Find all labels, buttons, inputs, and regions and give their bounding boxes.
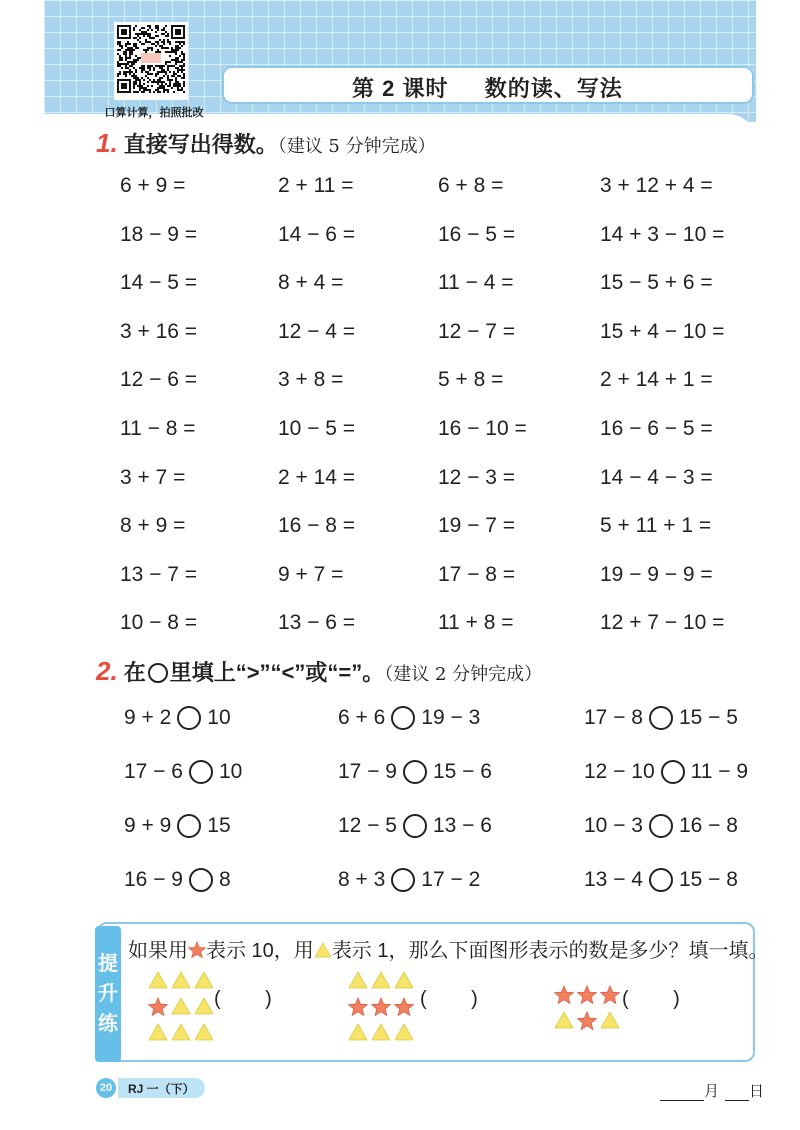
answer-blank[interactable]: ( ) <box>622 988 680 1010</box>
star-icon <box>554 985 574 1005</box>
triangle-icon <box>148 971 168 991</box>
comparison-right: 10 <box>207 706 231 729</box>
equation-item: 14 − 4 − 3 = <box>600 465 713 489</box>
equation-item: 10 − 8 = <box>120 611 198 635</box>
page-number: 20 <box>96 1078 116 1098</box>
equation-item: 5 + 8 = <box>438 368 504 392</box>
comparison-left: 17 − 8 <box>584 706 643 729</box>
comparison-left: 6 + 6 <box>338 706 386 729</box>
answer-circle[interactable] <box>403 760 427 784</box>
section1-note: （建议 5 分钟完成） <box>277 136 436 157</box>
comparison-item <box>124 706 231 730</box>
answer-circle[interactable] <box>649 706 673 730</box>
qr-caption: 口算计算，拍照批改 <box>104 107 204 119</box>
month-label: 月 <box>704 1083 720 1100</box>
comparison-right: 16 − 8 <box>678 814 738 837</box>
equation-item: 11 − 4 = <box>438 271 514 295</box>
triangle-icon <box>371 1023 391 1043</box>
answer-circle[interactable] <box>177 706 201 730</box>
triangle-icon <box>171 1023 191 1043</box>
equation-item: 15 + 4 − 10 = <box>600 319 725 343</box>
comparison-right: 15 − 6 <box>432 760 492 783</box>
triangle-icon <box>194 997 214 1017</box>
extra-practice-label <box>95 926 121 1062</box>
triangle-icon <box>314 942 332 958</box>
section2-number: 2. <box>96 656 118 686</box>
equation-item: 6 + 8 = <box>438 174 504 197</box>
shape-group <box>148 968 217 1046</box>
star-icon <box>371 997 391 1017</box>
answer-circle[interactable] <box>189 868 213 892</box>
equation-item: 12 − 3 = <box>438 465 516 489</box>
comparison-item <box>584 868 738 892</box>
star-icon <box>188 941 206 959</box>
answer-blank[interactable]: ( ) <box>214 988 272 1010</box>
extra-label-char: 练 <box>98 1013 118 1035</box>
equation-item: 3 + 12 + 4 = <box>600 174 713 197</box>
equation-item: 16 − 6 − 5 = <box>600 417 713 440</box>
star-icon <box>577 1011 597 1031</box>
comparison-item <box>584 760 748 784</box>
triangle-icon <box>348 971 368 991</box>
comparison-item <box>338 760 492 784</box>
extra-question <box>128 934 769 963</box>
comparison-left: 12 − 5 <box>338 814 397 837</box>
circle-icon <box>148 663 168 683</box>
lesson-number: 第 2 课时 <box>352 76 449 101</box>
comparison-item <box>338 868 480 892</box>
equation-item: 8 + 9 = <box>120 514 186 538</box>
triangle-icon <box>348 1023 368 1043</box>
section1-instruction: 直接写出得数。 <box>123 132 278 157</box>
date-month <box>660 1080 719 1101</box>
comparison-right: 17 − 2 <box>421 868 481 891</box>
section1-heading <box>96 128 436 159</box>
comparison-left: 9 + 9 <box>124 814 172 837</box>
triangle-icon <box>600 1011 620 1031</box>
comparison-item <box>338 814 492 838</box>
comparison-left: 9 + 2 <box>124 706 172 729</box>
triangle-icon <box>194 1023 214 1043</box>
section2-note: （建议 2 分钟完成） <box>384 664 543 685</box>
star-icon <box>600 985 620 1005</box>
extra-label-char: 升 <box>98 983 118 1005</box>
comparison-right: 15 − 8 <box>678 868 738 891</box>
equation-item: 18 − 9 = <box>120 222 198 246</box>
star-icon <box>577 985 597 1005</box>
answer-circle[interactable] <box>649 868 673 892</box>
section2-heading <box>96 656 542 687</box>
answer-circle[interactable] <box>189 760 213 784</box>
triangle-icon <box>394 971 414 991</box>
equation-item: 13 − 6 = <box>278 611 356 635</box>
qr-code[interactable] <box>114 22 188 100</box>
page-title <box>352 72 623 103</box>
comparison-right: 15 − 5 <box>678 706 738 729</box>
comparison-left: 17 − 6 <box>124 760 183 783</box>
answer-circle[interactable] <box>391 706 415 730</box>
equation-item: 5 + 11 + 1 = <box>600 514 712 538</box>
comparison-item <box>124 760 242 784</box>
answer-circle[interactable] <box>649 814 673 838</box>
equation-item: 2 + 11 = <box>278 174 354 197</box>
triangle-icon <box>394 1023 414 1043</box>
comparison-right: 15 <box>207 814 231 837</box>
equation-item: 16 − 10 = <box>438 417 527 440</box>
comparison-left: 12 − 10 <box>584 760 655 783</box>
lesson-title: 数的读、写法 <box>484 76 623 101</box>
equation-item: 3 + 8 = <box>278 368 344 392</box>
answer-circle[interactable] <box>177 814 201 838</box>
shape-group <box>348 968 417 1046</box>
extra-text-c: 表示 1，那么下面图形表示的数是多少？填一填。 <box>331 940 769 962</box>
equation-item: 12 + 7 − 10 = <box>600 611 725 635</box>
comparison-item <box>124 814 231 838</box>
equation-item: 8 + 4 = <box>278 271 344 295</box>
equation-item: 12 − 6 = <box>120 368 198 392</box>
equation-item: 6 + 9 = <box>120 174 186 197</box>
extra-label-char: 提 <box>98 953 118 975</box>
equation-item: 3 + 7 = <box>120 465 186 489</box>
answer-circle[interactable] <box>403 814 427 838</box>
comparison-right: 8 <box>218 868 231 891</box>
equation-item: 14 − 6 = <box>278 222 356 246</box>
equation-item: 11 − 8 = <box>120 417 196 440</box>
comparison-right: 13 − 6 <box>432 814 492 837</box>
equation-item: 10 − 5 = <box>278 417 356 440</box>
triangle-icon <box>371 971 391 991</box>
equation-item: 11 + 8 = <box>438 611 514 635</box>
equation-item: 9 + 7 = <box>278 562 344 586</box>
comparison-left: 10 − 3 <box>584 814 643 837</box>
equation-item: 13 − 7 = <box>120 562 198 586</box>
answer-circle[interactable] <box>391 868 415 892</box>
edition-tag: RJ 一（下） <box>118 1078 205 1098</box>
star-icon <box>148 997 168 1017</box>
equation-item: 12 − 4 = <box>278 319 356 343</box>
equation-item: 16 − 5 = <box>438 222 516 246</box>
comparison-left: 16 − 9 <box>124 868 183 891</box>
extra-text-b: 表示 10，用 <box>206 940 314 962</box>
equation-item: 14 + 3 − 10 = <box>600 222 725 246</box>
triangle-icon <box>148 1023 168 1043</box>
section2-instruction-a: 在 <box>123 660 146 685</box>
section2-instruction-b: 里填上“>”“<”或“=”。 <box>169 660 385 685</box>
comparison-right: 11 − 9 <box>690 760 749 783</box>
comparison-right: 10 <box>218 760 243 783</box>
day-label: 日 <box>749 1083 765 1100</box>
equation-item: 12 − 7 = <box>438 319 516 343</box>
comparison-left: 17 − 9 <box>338 760 397 783</box>
equation-item: 14 − 5 = <box>120 271 198 295</box>
equation-item: 3 + 16 = <box>120 319 198 343</box>
equation-item: 2 + 14 = <box>278 465 356 489</box>
comparison-item <box>584 814 738 838</box>
equation-item: 2 + 14 + 1 = <box>600 368 713 392</box>
triangle-icon <box>171 997 191 1017</box>
answer-circle[interactable] <box>661 760 685 784</box>
triangle-icon <box>171 971 191 991</box>
comparison-left: 13 − 4 <box>584 868 643 891</box>
equation-item: 19 − 7 = <box>438 514 516 538</box>
extra-text-a: 如果用 <box>128 940 188 962</box>
equation-item: 16 − 8 = <box>278 514 356 538</box>
comparison-item <box>338 706 480 730</box>
comparison-item <box>584 706 738 730</box>
star-icon <box>394 997 414 1017</box>
comparison-item <box>124 868 231 892</box>
triangle-icon <box>194 971 214 991</box>
equation-item: 19 − 9 − 9 = <box>600 562 713 586</box>
shape-group <box>554 982 623 1034</box>
answer-blank[interactable]: ( ) <box>420 988 478 1010</box>
comparison-right: 19 − 3 <box>421 706 481 729</box>
equation-item: 17 − 8 = <box>438 562 516 586</box>
star-icon <box>348 997 368 1017</box>
section1-number: 1. <box>96 128 118 158</box>
triangle-icon <box>554 1011 574 1031</box>
comparison-left: 8 + 3 <box>338 868 386 891</box>
date-day <box>725 1080 764 1101</box>
equation-item: 15 − 5 + 6 = <box>600 271 713 295</box>
